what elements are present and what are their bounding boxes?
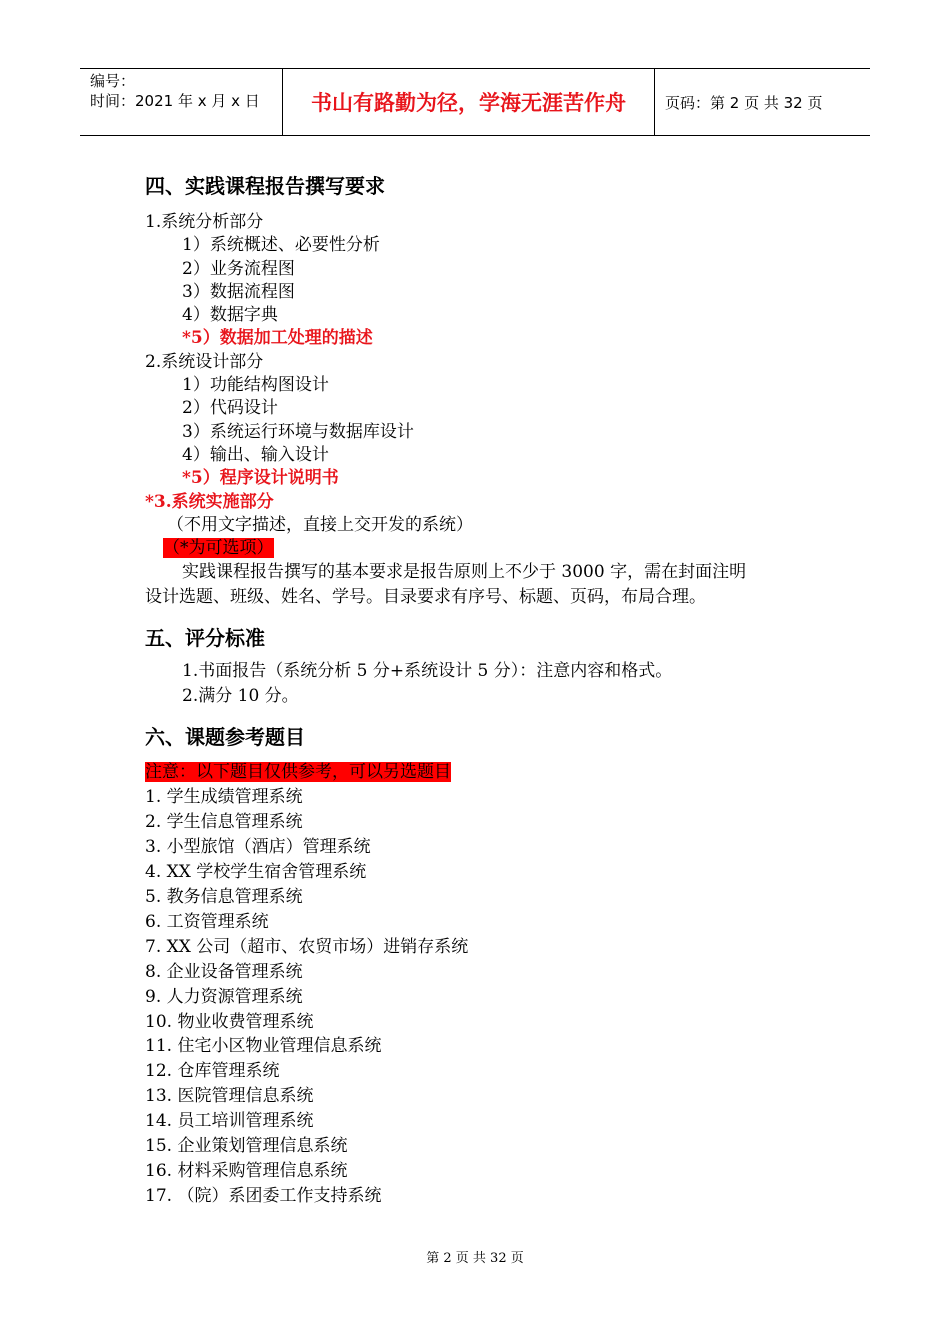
topic-item: 1. 学生成绩管理系统	[145, 787, 303, 808]
number-label: 编号：	[90, 72, 136, 90]
topic-item: 10. 物业收费管理系统	[145, 1011, 314, 1032]
requirements-paragraph-line1: 实践课程报告撰写的基本要求是报告原则上不少于 3000 字，需在封面注明	[182, 562, 747, 583]
part2-item: 2）代码设计	[182, 398, 278, 419]
part1-item: 4）数据字典	[182, 305, 278, 326]
part2-item: 3）系统运行环境与数据库设计	[182, 421, 414, 442]
topic-item: 3. 小型旅馆（酒店）管理系统	[145, 837, 371, 858]
topic-item: 13. 医院管理信息系统	[145, 1086, 314, 1107]
part1-item: 2）业务流程图	[182, 258, 295, 279]
grading-item: 1.书面报告（系统分析 5 分+系统设计 5 分）：注意内容和格式。	[182, 661, 673, 682]
topics-note: 注意：以下题目仅供参考，可以另选题目	[145, 762, 451, 783]
topic-item: 8. 企业设备管理系统	[145, 961, 303, 982]
topic-item: 14. 员工培训管理系统	[145, 1111, 314, 1132]
topic-item: 7. XX 公司（超市、农贸市场）进销存系统	[145, 936, 469, 957]
part2-item: 1）功能结构图设计	[182, 375, 329, 396]
part1-heading: 1.系统分析部分	[145, 212, 264, 232]
topic-item: 16. 材料采购管理信息系统	[145, 1160, 348, 1181]
document-body	[145, 170, 825, 1209]
part1-item: 3）数据流程图	[182, 281, 295, 302]
topic-item: 15. 企业策划管理信息系统	[145, 1136, 348, 1157]
page-header	[80, 68, 870, 136]
topic-item: 5. 教务信息管理系统	[145, 886, 303, 907]
topic-item: 9. 人力资源管理系统	[145, 986, 303, 1007]
topic-item: 6. 工资管理系统	[145, 911, 269, 932]
part2-item: 4）输出、输入设计	[182, 444, 329, 465]
topic-item: 11. 住宅小区物业管理信息系统	[145, 1036, 382, 1057]
part3-note: （不用文字描述，直接上交开发的系统）	[167, 514, 473, 535]
part1-item-optional: *5）数据加工处理的描述	[182, 328, 373, 349]
header-page-info: 页码：第 2 页 共 32 页	[665, 93, 823, 112]
topic-item: 4. XX 学校学生宿舍管理系统	[145, 862, 367, 883]
topic-item: 12. 仓库管理系统	[145, 1061, 280, 1082]
section5-title: 五、评分标准	[145, 626, 265, 651]
optional-note: （*为可选项）	[163, 538, 274, 559]
requirements-paragraph-line2: 设计选题、班级、姓名、学号。目录要求有序号、标题、页码，布局合理。	[145, 587, 706, 608]
grading-item: 2.满分 10 分。	[182, 686, 299, 707]
part2-item-optional: *5）程序设计说明书	[182, 468, 339, 489]
part2-heading: 2.系统设计部分	[145, 351, 264, 372]
header-meta	[80, 69, 283, 135]
time-label: 时间：2021 年 x 月 x 日	[90, 92, 260, 110]
part1-item: 1）系统概述、必要性分析	[182, 235, 380, 256]
topic-item: 2. 学生信息管理系统	[145, 812, 303, 833]
section6-title: 六、课题参考题目	[145, 725, 305, 750]
header-motto: 书山有路勤为径，学海无涯苦作舟	[283, 69, 655, 135]
topic-item: 17. （院）系团委工作支持系统	[145, 1185, 382, 1206]
part3-heading: *3.系统实施部分	[145, 491, 274, 512]
page-footer: 第 2 页 共 32 页	[426, 1251, 524, 1266]
section4-title: 四、实践课程报告撰写要求	[145, 174, 385, 198]
